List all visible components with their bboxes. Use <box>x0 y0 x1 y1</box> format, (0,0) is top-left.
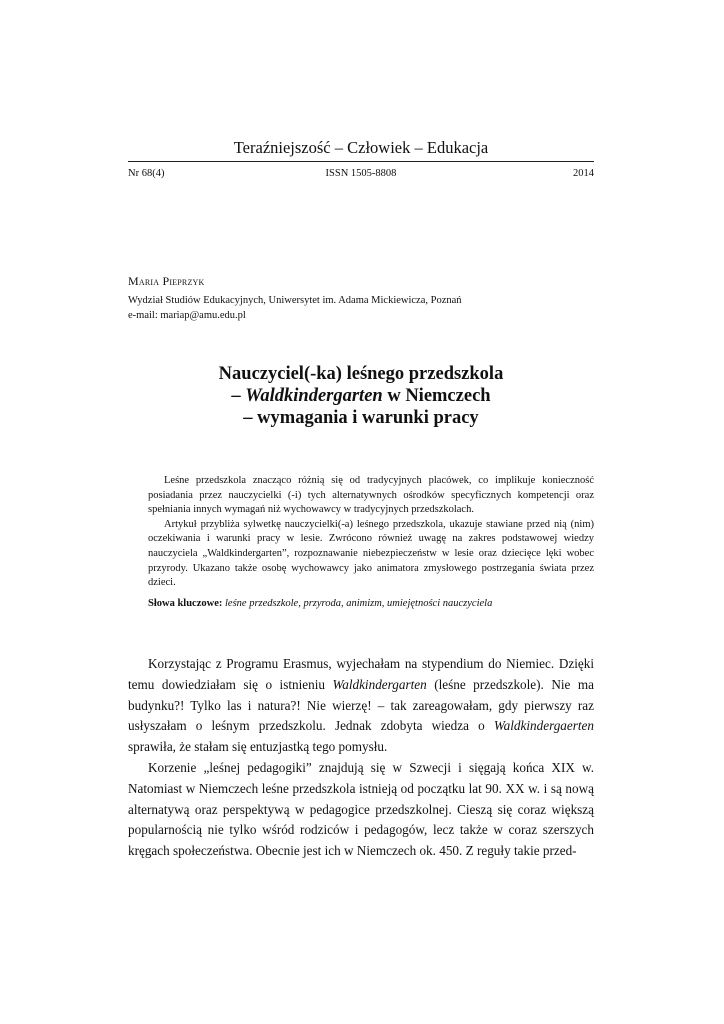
year: 2014 <box>573 168 594 179</box>
body-p1-italic-1: Waldkindergarten <box>332 676 427 692</box>
keywords <box>148 598 594 609</box>
author-last-rest: ieprzyk <box>169 274 205 288</box>
journal-title: Teraźniejszość – Człowiek – Edukacja <box>233 138 489 157</box>
issue-number: Nr 68(4) <box>128 168 165 179</box>
author-last-initial: P <box>162 274 170 288</box>
author-first-rest: aria <box>138 274 160 288</box>
title-line-1: Nauczyciel(-ka) leśnego przedszkola <box>218 364 504 384</box>
body-paragraph-2: Korzenie „leśnej pedagogiki” znajdują się w Szwecji i sięgają końca XIX w. Natomiast w Niemczech leśne przedszkola istnieją od początku lat 90. XX w. i są nową alternatywą oraz perspektywą w pedagogice przedszkolnej. Cieszą się coraz większą popularnością nie tylko wśród rodziców i pedagogów, lecz także w coraz szerszych kręgach społeczeństwa. Obecnie jest ich w Niemczech ok. 450. Z reguły takie przed- <box>128 759 594 859</box>
author-first-initial: M <box>128 274 139 288</box>
issue-meta <box>128 168 594 179</box>
title-line-2 <box>128 385 594 407</box>
body-p1-a: Korzystając z Programu Erasmus, wyjechałam na stypendium do Niemiec. Dzięki temu dowiedziałam się o istnieniu <box>128 656 594 692</box>
issn: ISSN 1505-8808 <box>325 168 397 179</box>
body-p1-c: sprawiła, że stałam się entuzjastką tego pomysłu. <box>128 739 388 755</box>
author-affiliation-block <box>128 293 462 323</box>
title-line-2-italic: Waldkindergarten <box>245 386 383 406</box>
article-title <box>128 363 594 429</box>
abstract-paragraph-1: Leśne przedszkola znacząco różnią się od tradycyjnych placówek, co implikuje konieczność posiadania przez nauczycielki (-i) tych alternatywnych ośrodków specyficznych kompetencji oraz spełniania innych wymagań niż wychowawcy w tradycyjnych przedszkolach. <box>148 475 594 516</box>
title-line-3: – wymagania i warunki pracy <box>243 408 479 428</box>
body-p1-italic-2: Waldkindergaerten <box>493 718 594 734</box>
author-name <box>128 274 205 289</box>
author-affiliation: Wydział Studiów Edukacyjnych, Uniwersytet im. Adama Mickiewicza, Poznań <box>128 295 462 306</box>
body-paragraph-1 <box>128 654 594 758</box>
keywords-label: Słowa kluczowe: <box>148 598 223 609</box>
title-line-2-suffix: w Niemczech <box>382 386 491 406</box>
body-p1-b: (leśne przedszkole). Nie ma budynku?! Tylko las i natura?! Nie wierzę! – tak zareagowałam, gdy pierwszy raz usłyszałam o leśnym przedszkolu. Jednak zdobyta wiedza o <box>128 676 594 734</box>
header-rule <box>128 161 594 162</box>
body-text <box>128 654 594 862</box>
keywords-value: leśne przedszkole, przyroda, animizm, umiejętności nauczyciela <box>225 598 493 609</box>
title-line-2-prefix: – <box>231 386 246 406</box>
abstract-paragraph-2: Artykuł przybliża sylwetkę nauczycielki(-a) leśnego przedszkola, ukazuje stawiane przed nią (nim) oczekiwania i warunki pracy w lesie. Zwrócono również uwagę na zakres podstawowej wiedzy nauczyciela „Waldkindergarten”, rozpoznawanie niebezpieczeństw w lesie oraz dziecięce lęki wobec przyrody. Ukazano także osobę wychowawcy jako animatora zmysłowego postrzegania świata przez dzieci. <box>148 518 594 589</box>
author-email: e-mail: mariap@amu.edu.pl <box>128 310 246 321</box>
abstract <box>148 474 594 591</box>
